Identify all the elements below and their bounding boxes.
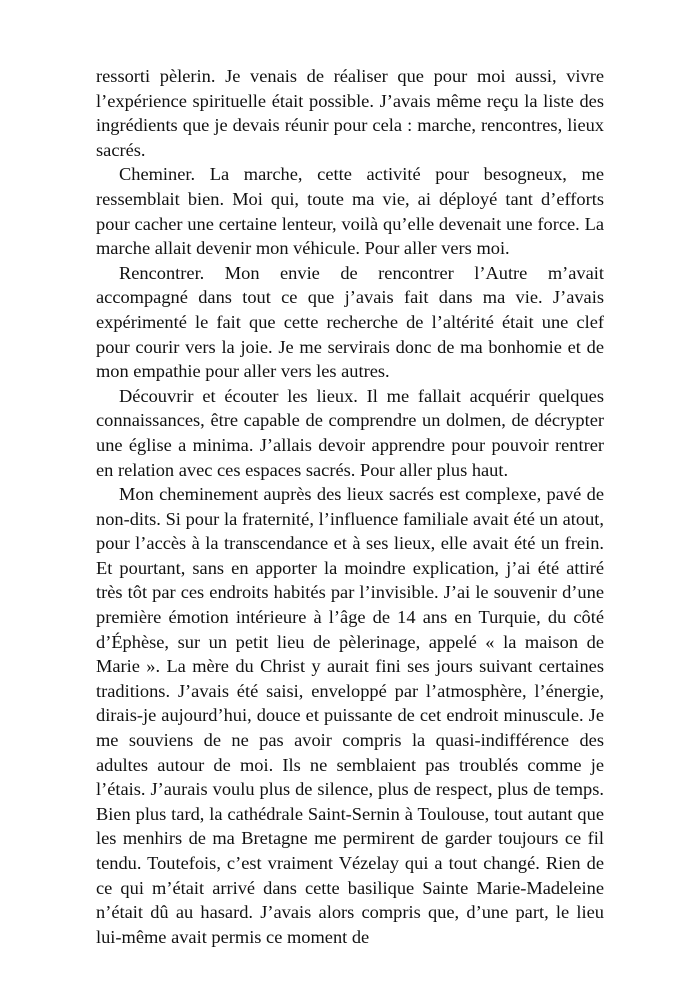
paragraph-cheminer: Cheminer. La marche, cette activité pour besogneux, me ressemblait bien. Moi qui, toute ma vie, ai déployé tant d’efforts pour cacher une certaine lenteur, voilà qu’elle devenait une force. La marche allait devenir mon véhicule. Pour aller vers moi. — [96, 164, 604, 259]
paragraph-continuation: ressorti pèlerin. Je venais de réaliser que pour moi aussi, vivre l’expérience spirituelle était possible. J’avais même reçu la liste des ingrédients que je devais réunir pour cela : marche, rencontres, lieux sacrés. — [96, 66, 604, 160]
paragraph-rencontrer: Rencontrer. Mon envie de rencontrer l’Autre m’avait accompagné dans tout ce que j’avais fait dans ma vie. J’avais expérimenté le fait que cette recherche de l’altérité était une clef pour courir vers la joie. Je me servirais donc de ma bonhomie et de mon empathie pour aller vers les autres. — [96, 262, 604, 382]
document-page — [96, 64, 604, 949]
paragraph-decouvrir: Découvrir et écouter les lieux. Il me fallait acquérir quelques connaissances, être capable de comprendre un dolmen, de décrypter une église a minima. J’allais devoir apprendre pour pouvoir rentrer en relation avec ces espaces sacrés. Pour aller plus haut. — [96, 385, 604, 480]
paragraph-cheminement: Mon cheminement auprès des lieux sacrés est complexe, pavé de non-dits. Si pour la fraternité, l’influence familiale avait été un atout, pour l’accès à la transcendance et à ses lieux, elle avait été un frein. Et pourtant, sans en apporter la moindre explication, j’ai été attiré très tôt par ces endroits habités par l’invisible. J’ai le souvenir d’une première émotion intérieure à l’âge de 14 ans en Turquie, du côté d’Éphèse, sur un petit lieu de pèlerinage, appelé « la maison de Marie ». La mère du Christ y aurait fini ses jours suivant certaines traditions. J’avais été saisi, enveloppé par l’atmosphère, l’énergie, dirais-je aujourd’hui, douce et puissante de cet endroit minuscule. Je me souviens de ne pas avoir compris la quasi-indifférence des adultes autour de moi. Ils ne semblaient pas troublés comme je l’étais. J’aurais voulu plus de silence, plus de respect, plus de temps. Bien plus tard, la cathédrale Saint-Sernin à Toulouse, tout autant que les menhirs de ma Bretagne me permirent de garder toujours ce fil tendu. Toutefois, c’est vraiment Vézelay qui a tout changé. Rien de ce qui m’était arrivé dans cette basilique Sainte Marie-Madeleine n’était dû au hasard. J’avais alors compris que, d’une part, le lieu lui-même avait permis ce moment de — [96, 484, 604, 947]
